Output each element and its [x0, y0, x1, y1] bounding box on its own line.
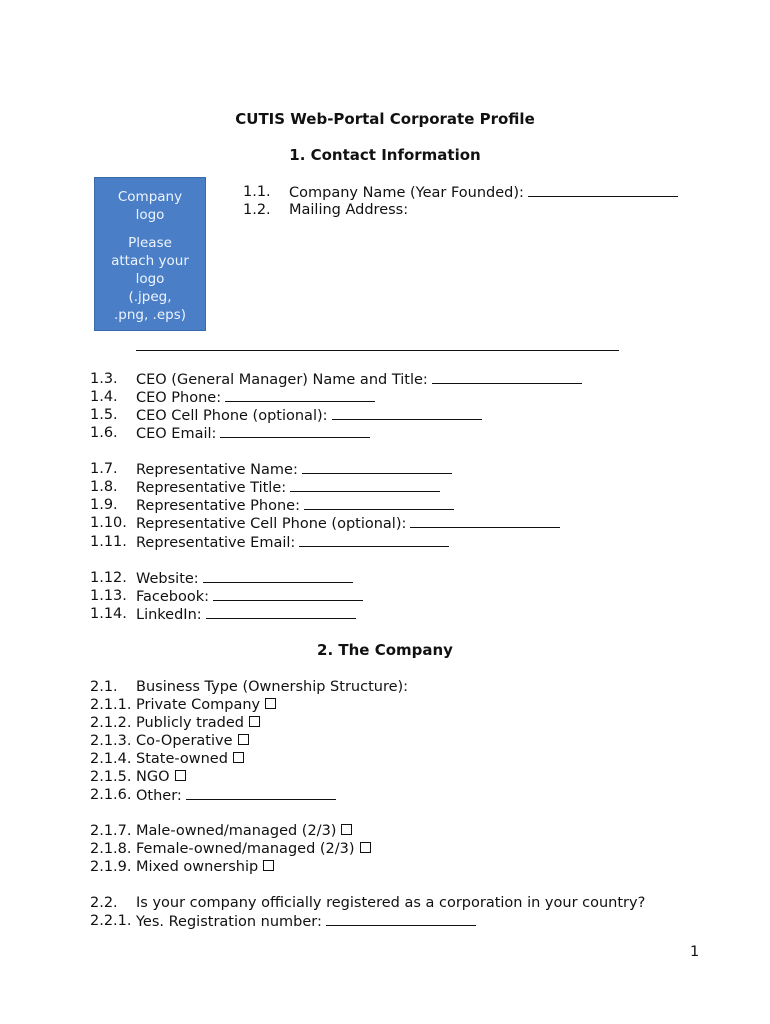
- item-label: CEO Cell Phone (optional):: [136, 408, 328, 424]
- company-logo-placeholder[interactable]: [94, 177, 206, 331]
- item-number: 1.12.: [90, 570, 127, 586]
- item-label: Other:: [136, 788, 182, 804]
- item-number: 1.3.: [90, 371, 118, 387]
- ngo-checkbox[interactable]: [175, 770, 186, 781]
- item-number: 1.13.: [90, 588, 127, 604]
- private-company-checkbox[interactable]: [265, 698, 276, 709]
- item-number: 2.1.5.: [90, 769, 132, 785]
- ceo-cell-field[interactable]: [332, 406, 482, 420]
- item-label: LinkedIn:: [136, 607, 202, 623]
- item-number: 1.14.: [90, 606, 127, 622]
- item-label: Representative Phone:: [136, 498, 300, 514]
- state-owned-checkbox[interactable]: [233, 752, 244, 763]
- rep-title-field[interactable]: [290, 478, 440, 492]
- item-label: Facebook:: [136, 589, 210, 605]
- item-number: 1.8.: [90, 479, 118, 495]
- linkedin-field[interactable]: [206, 605, 356, 619]
- mailing-address-field[interactable]: [136, 350, 619, 351]
- item-label: State-owned: [136, 751, 228, 767]
- item-number: 1.11.: [90, 534, 127, 550]
- item-number: 2.1.8.: [90, 841, 132, 857]
- item-label: Representative Name:: [136, 462, 298, 478]
- female-owned-checkbox[interactable]: [360, 842, 371, 853]
- page-number: 1: [690, 944, 700, 960]
- company-name-field[interactable]: [528, 183, 678, 197]
- logo-label-line: logo: [135, 207, 165, 223]
- website-field[interactable]: [203, 569, 353, 583]
- item-number: 2.1.7.: [90, 823, 132, 839]
- ceo-name-field[interactable]: [432, 370, 582, 384]
- item-number: 2.1.9.: [90, 859, 132, 875]
- item-number: 2.1.2.: [90, 715, 132, 731]
- item-label: CEO (General Manager) Name and Title:: [136, 372, 428, 388]
- item-label: Female-owned/managed (2/3): [136, 841, 355, 857]
- facebook-field[interactable]: [213, 587, 363, 601]
- item-number: 2.1.6.: [90, 787, 132, 803]
- item-label: Company Name (Year Founded):: [289, 185, 524, 201]
- item-label: Male-owned/managed (2/3): [136, 823, 337, 839]
- item-label: Representative Email:: [136, 535, 296, 551]
- item-number: 1.5.: [90, 407, 118, 423]
- item-label: Representative Title:: [136, 480, 287, 496]
- item-label: Co-Operative: [136, 733, 233, 749]
- item-number: 1.10.: [90, 515, 127, 531]
- item-number: 2.1.3.: [90, 733, 132, 749]
- item-number: 2.1.: [90, 679, 118, 695]
- item-label: CEO Phone:: [136, 390, 222, 406]
- rep-cell-field[interactable]: [410, 514, 560, 528]
- item-label: Website:: [136, 571, 199, 587]
- item-number: 1.2.: [243, 202, 271, 218]
- item-number: 2.1.4.: [90, 751, 132, 767]
- registration-number-field[interactable]: [326, 912, 476, 926]
- publicly-traded-checkbox[interactable]: [249, 716, 260, 727]
- ceo-phone-field[interactable]: [225, 388, 375, 402]
- section-1-heading: 1. Contact Information: [289, 146, 481, 164]
- logo-instruction-line: (.jpeg,: [128, 289, 172, 305]
- item-label: Yes. Registration number:: [136, 914, 322, 930]
- item-label: Publicly traded: [136, 715, 244, 731]
- item-label: Representative Cell Phone (optional):: [136, 516, 407, 532]
- item-number: 2.2.: [90, 895, 118, 911]
- item-label: Mailing Address:: [289, 202, 409, 218]
- section-2-heading: 2. The Company: [317, 641, 453, 659]
- logo-instruction-line: .png, .eps): [113, 307, 187, 323]
- item-number: 1.4.: [90, 389, 118, 405]
- ceo-email-field[interactable]: [220, 424, 370, 438]
- document-title: CUTIS Web-Portal Corporate Profile: [235, 110, 535, 128]
- logo-instruction-line: attach your: [111, 253, 189, 269]
- item-label: NGO: [136, 769, 170, 785]
- rep-email-field[interactable]: [299, 533, 449, 547]
- rep-phone-field[interactable]: [304, 496, 454, 510]
- item-label: CEO Email:: [136, 426, 217, 442]
- item-label: Mixed ownership: [136, 859, 259, 875]
- other-field[interactable]: [186, 786, 336, 800]
- logo-label-line: Company: [117, 189, 183, 205]
- rep-name-field[interactable]: [302, 460, 452, 474]
- item-number: 1.1.: [243, 184, 271, 200]
- item-number: 1.7.: [90, 461, 118, 477]
- item-number: 2.2.1.: [90, 913, 132, 929]
- item-label: Private Company: [136, 697, 261, 713]
- item-number: 1.9.: [90, 497, 118, 513]
- item-label: Is your company officially registered as a corporation in your country?: [136, 895, 646, 911]
- logo-instruction-line: logo: [135, 271, 165, 287]
- item-number: 1.6.: [90, 425, 118, 441]
- item-number: 2.1.1.: [90, 697, 132, 713]
- item-label: Business Type (Ownership Structure):: [136, 679, 409, 695]
- mixed-ownership-checkbox[interactable]: [263, 860, 274, 871]
- co-operative-checkbox[interactable]: [238, 734, 249, 745]
- logo-instruction-line: Please: [128, 235, 172, 251]
- male-owned-checkbox[interactable]: [341, 824, 352, 835]
